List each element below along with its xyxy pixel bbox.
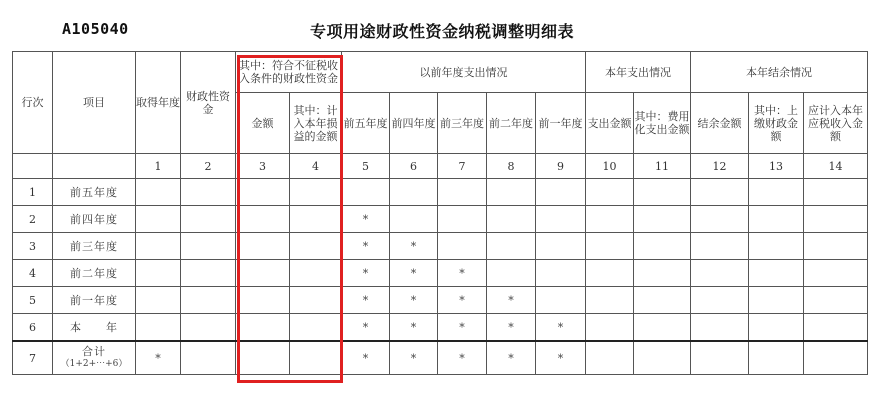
star-mark: * <box>459 351 465 365</box>
input-cell[interactable] <box>691 341 749 375</box>
row-number: 6 <box>13 314 53 342</box>
input-cell[interactable] <box>536 287 586 314</box>
input-cell[interactable] <box>290 341 342 375</box>
column-number: 14 <box>804 154 868 179</box>
input-cell[interactable] <box>586 341 634 375</box>
star-mark: * <box>410 320 417 334</box>
star-mark: * <box>459 320 465 334</box>
row-label-text: 前二年度 <box>70 266 118 280</box>
column-number: 12 <box>691 154 749 179</box>
table-row <box>13 206 868 233</box>
input-cell[interactable] <box>634 233 691 260</box>
input-cell[interactable] <box>536 179 586 206</box>
input-cell[interactable] <box>136 179 181 206</box>
table-row <box>13 179 868 206</box>
blank-cell <box>53 154 136 179</box>
total-row <box>13 341 868 375</box>
input-cell[interactable] <box>749 314 804 342</box>
header-prior2: 前二年度 <box>487 93 536 154</box>
input-cell[interactable] <box>438 233 487 260</box>
input-cell[interactable] <box>136 260 181 287</box>
input-cell[interactable] <box>236 206 290 233</box>
header-group-prior: 以前年度支出情况 <box>342 52 586 93</box>
column-number: 6 <box>390 154 438 179</box>
star-mark: * <box>362 293 369 307</box>
star-mark: * <box>362 212 369 226</box>
column-number: 11 <box>634 154 691 179</box>
input-cell[interactable] <box>586 260 634 287</box>
input-cell[interactable] <box>236 341 290 375</box>
input-cell[interactable] <box>342 179 390 206</box>
input-cell[interactable] <box>586 287 634 314</box>
input-cell[interactable] <box>586 314 634 342</box>
input-cell[interactable] <box>804 287 868 314</box>
input-cell[interactable] <box>804 233 868 260</box>
header-taxable-income: 应计入本年应税收入金额 <box>804 93 868 154</box>
disabled-cell-star <box>438 260 487 287</box>
disabled-cell-star <box>342 341 390 375</box>
row-label <box>53 341 136 375</box>
input-cell[interactable] <box>691 179 749 206</box>
input-cell[interactable] <box>586 233 634 260</box>
header-group-balance: 本年结余情况 <box>691 52 868 93</box>
input-cell[interactable] <box>290 233 342 260</box>
star-mark: * <box>155 351 161 365</box>
header-year-obtained: 取得年度 <box>136 52 181 154</box>
star-mark: * <box>557 351 564 365</box>
input-cell[interactable] <box>691 233 749 260</box>
header-capitalized: 其中：费用化支出金额 <box>634 93 691 154</box>
row-number: 4 <box>13 260 53 287</box>
input-cell[interactable] <box>586 179 634 206</box>
total-formula: （1+2+⋯+6） <box>60 359 128 369</box>
column-number: 2 <box>181 154 236 179</box>
header-into-profit: 其中：计入本年损益的金额 <box>290 93 342 154</box>
input-cell[interactable] <box>634 314 691 342</box>
input-cell[interactable] <box>634 341 691 375</box>
row-number: 3 <box>13 233 53 260</box>
input-cell[interactable] <box>691 287 749 314</box>
input-cell[interactable] <box>487 179 536 206</box>
row-number: 7 <box>13 341 53 375</box>
column-number: 13 <box>749 154 804 179</box>
table-row <box>13 314 868 342</box>
input-cell[interactable] <box>487 206 536 233</box>
input-cell[interactable] <box>136 314 181 342</box>
star-mark: * <box>508 293 514 307</box>
page-title: 专项用途财政性资金纳税调整明细表 <box>310 22 575 41</box>
star-mark: * <box>362 239 369 253</box>
disabled-cell-star <box>136 341 181 375</box>
input-cell[interactable] <box>236 260 290 287</box>
input-cell[interactable] <box>586 206 634 233</box>
disabled-cell-star <box>390 233 438 260</box>
disabled-cell-star <box>438 287 487 314</box>
star-mark: * <box>410 266 417 280</box>
row-label-text: 前一年度 <box>70 293 118 307</box>
column-number: 3 <box>236 154 290 179</box>
input-cell[interactable] <box>749 179 804 206</box>
star-mark: * <box>508 351 514 365</box>
input-cell[interactable] <box>536 233 586 260</box>
header-prior3: 前三年度 <box>438 93 487 154</box>
input-cell[interactable] <box>804 206 868 233</box>
row-number: 1 <box>13 179 53 206</box>
input-cell[interactable] <box>290 260 342 287</box>
header-item: 项目 <box>53 52 136 154</box>
table-row <box>13 233 868 260</box>
star-mark: * <box>508 320 514 334</box>
star-mark: * <box>410 293 417 307</box>
header-fiscal-funds: 财政性资金 <box>181 52 236 154</box>
header-prior5: 前五年度 <box>342 93 390 154</box>
input-cell[interactable] <box>536 260 586 287</box>
input-cell[interactable] <box>390 206 438 233</box>
disabled-cell-star <box>536 341 586 375</box>
input-cell[interactable] <box>181 341 236 375</box>
header-prior4: 前四年度 <box>390 93 438 154</box>
input-cell[interactable] <box>749 260 804 287</box>
input-cell[interactable] <box>438 206 487 233</box>
input-cell[interactable] <box>749 233 804 260</box>
row-number: 5 <box>13 287 53 314</box>
column-number: 9 <box>536 154 586 179</box>
column-number: 10 <box>586 154 634 179</box>
input-cell[interactable] <box>634 287 691 314</box>
input-cell[interactable] <box>290 179 342 206</box>
input-cell[interactable] <box>136 233 181 260</box>
header-group-nontaxable: 其中：符合不征税收入条件的财政性资金 <box>236 52 342 93</box>
row-number: 2 <box>13 206 53 233</box>
input-cell[interactable] <box>691 260 749 287</box>
row-label <box>53 314 136 342</box>
star-mark: * <box>410 351 417 365</box>
input-cell[interactable] <box>236 287 290 314</box>
star-mark: * <box>459 266 465 280</box>
star-mark: * <box>410 239 417 253</box>
input-cell[interactable] <box>236 314 290 342</box>
input-cell[interactable] <box>181 287 236 314</box>
table-row <box>13 287 868 314</box>
row-label-text: 合计 <box>82 345 106 358</box>
header-balance-amount: 结余金额 <box>691 93 749 154</box>
header-returned: 其中：上缴财政金额 <box>749 93 804 154</box>
star-mark: * <box>362 351 369 365</box>
input-cell[interactable] <box>181 233 236 260</box>
input-cell[interactable] <box>536 206 586 233</box>
input-cell[interactable] <box>691 314 749 342</box>
disabled-cell-star <box>390 260 438 287</box>
adjustment-detail-table <box>12 51 868 375</box>
input-cell[interactable] <box>749 206 804 233</box>
row-label-text: 本 年 <box>70 320 118 334</box>
input-cell[interactable] <box>181 179 236 206</box>
table-row <box>13 260 868 287</box>
input-cell[interactable] <box>438 179 487 206</box>
star-mark: * <box>557 320 564 334</box>
header-amount: 金额 <box>236 93 290 154</box>
input-cell[interactable] <box>804 341 868 375</box>
column-number: 7 <box>438 154 487 179</box>
disabled-cell-star <box>342 287 390 314</box>
input-cell[interactable] <box>236 179 290 206</box>
input-cell[interactable] <box>634 206 691 233</box>
row-label <box>53 287 136 314</box>
header-expense-amount: 支出金额 <box>586 93 634 154</box>
input-cell[interactable] <box>749 287 804 314</box>
row-label <box>53 179 136 206</box>
input-cell[interactable] <box>634 179 691 206</box>
input-cell[interactable] <box>181 260 236 287</box>
disabled-cell-star <box>487 341 536 375</box>
input-cell[interactable] <box>804 260 868 287</box>
input-cell[interactable] <box>181 206 236 233</box>
column-number: 1 <box>136 154 181 179</box>
disabled-cell-star <box>390 314 438 342</box>
column-number: 8 <box>487 154 536 179</box>
input-cell[interactable] <box>181 314 236 342</box>
input-cell[interactable] <box>290 287 342 314</box>
row-label-text: 前五年度 <box>70 185 118 199</box>
header-group-current: 本年支出情况 <box>586 52 691 93</box>
input-cell[interactable] <box>136 287 181 314</box>
input-cell[interactable] <box>634 260 691 287</box>
column-number: 4 <box>290 154 342 179</box>
input-cell[interactable] <box>236 233 290 260</box>
star-mark: * <box>362 320 369 334</box>
star-mark: * <box>459 293 465 307</box>
disabled-cell-star <box>438 341 487 375</box>
input-cell[interactable] <box>804 179 868 206</box>
row-label <box>53 233 136 260</box>
disabled-cell-star <box>390 287 438 314</box>
header-prior1: 前一年度 <box>536 93 586 154</box>
input-cell[interactable] <box>804 314 868 342</box>
disabled-cell-star <box>438 314 487 342</box>
disabled-cell-star <box>342 206 390 233</box>
form-code: A105040 <box>62 20 129 38</box>
row-label <box>53 260 136 287</box>
row-label-text: 前三年度 <box>70 239 118 253</box>
header-row-no: 行次 <box>13 52 53 154</box>
row-label <box>53 206 136 233</box>
disabled-cell-star <box>390 341 438 375</box>
star-mark: * <box>362 266 369 280</box>
row-label-text: 前四年度 <box>70 212 118 226</box>
input-cell[interactable] <box>136 206 181 233</box>
input-cell[interactable] <box>390 179 438 206</box>
disabled-cell-star <box>487 287 536 314</box>
disabled-cell-star <box>342 233 390 260</box>
disabled-cell-star <box>342 260 390 287</box>
input-cell[interactable] <box>691 206 749 233</box>
disabled-cell-star <box>487 314 536 342</box>
column-number: 5 <box>342 154 390 179</box>
input-cell[interactable] <box>749 341 804 375</box>
blank-cell <box>13 154 53 179</box>
input-cell[interactable] <box>487 260 536 287</box>
input-cell[interactable] <box>290 314 342 342</box>
disabled-cell-star <box>342 314 390 342</box>
disabled-cell-star <box>536 314 586 342</box>
input-cell[interactable] <box>487 233 536 260</box>
input-cell[interactable] <box>290 206 342 233</box>
